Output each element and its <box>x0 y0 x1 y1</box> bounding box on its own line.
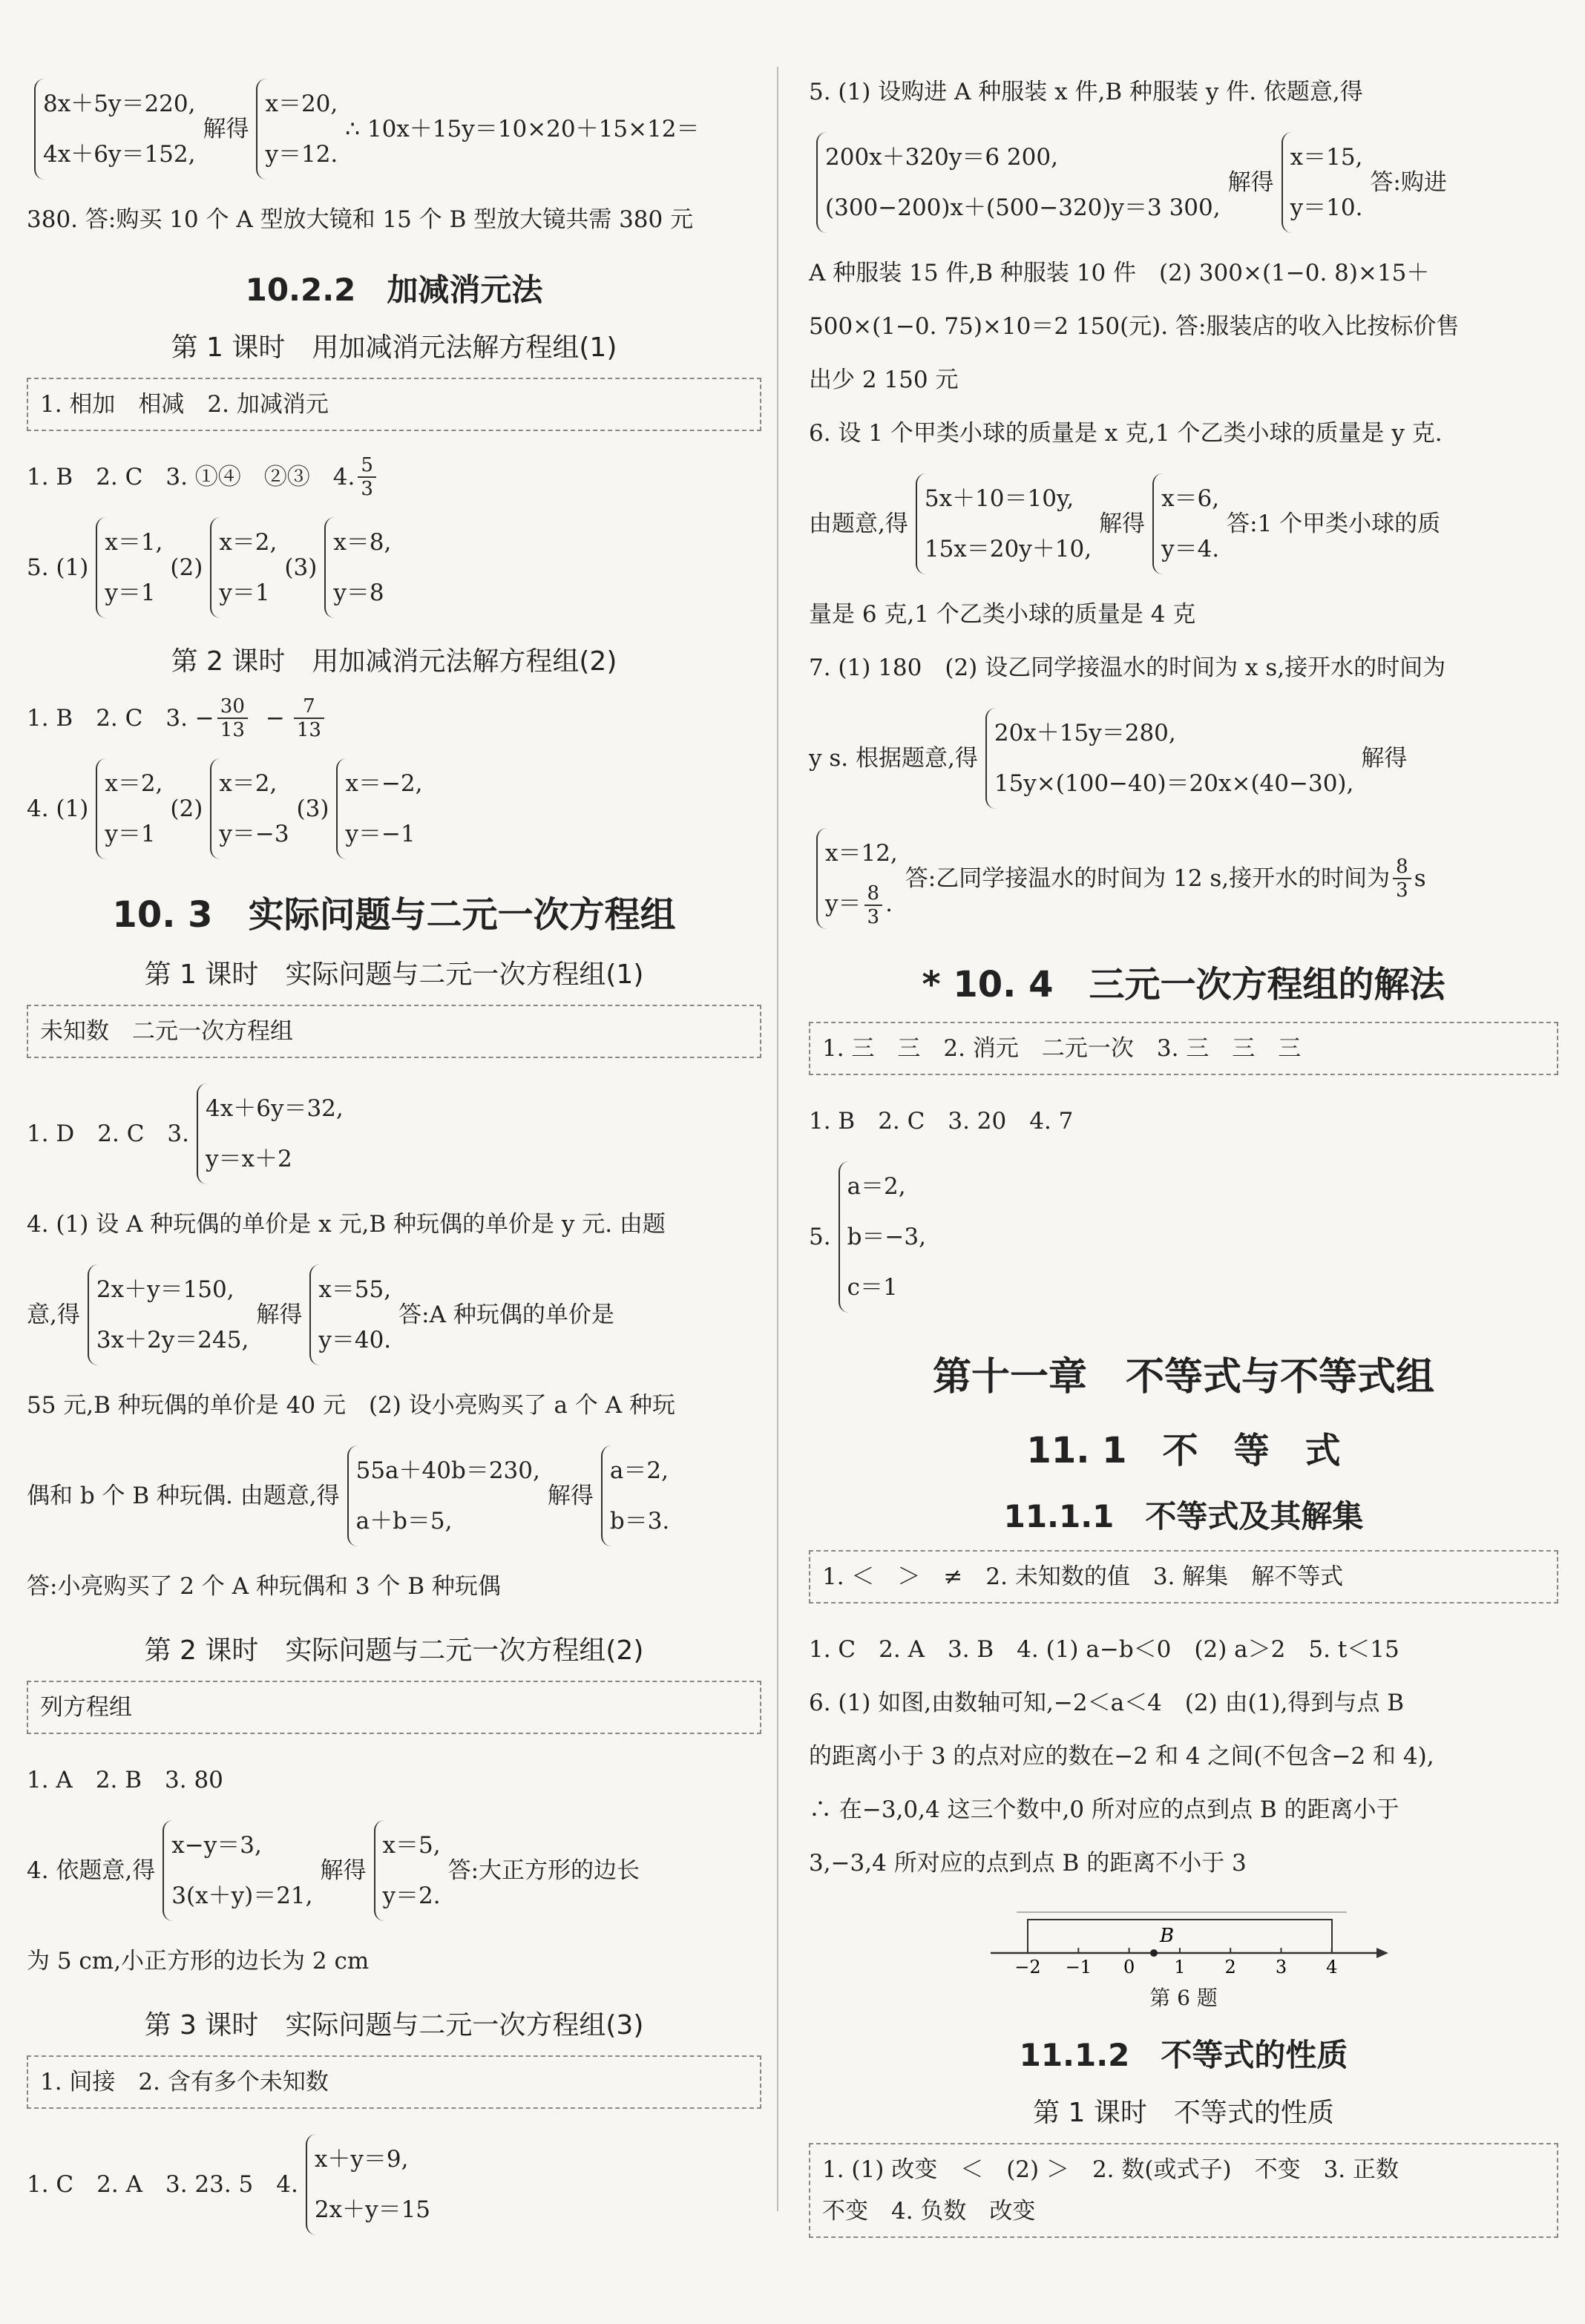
number-line-diagram <box>976 1897 1391 1979</box>
number-line-figure <box>809 1897 1558 2012</box>
equation: y＝1 <box>105 580 156 606</box>
tick-label: 4 <box>1326 1957 1338 1977</box>
denominator: 3 <box>1396 879 1408 902</box>
problem-text: 6. 设 1 个甲类小球的质量是 x 克,1 个乙类小球的质量是 y 克. <box>809 420 1443 447</box>
equation-system <box>306 2134 430 2235</box>
equation: a＝2, <box>609 1457 669 1484</box>
answer-row <box>809 1155 1558 1319</box>
answer-row <box>27 450 761 504</box>
answer-text: ∴ 在−3,0,4 这三个数中,0 所对应的点到点 B 的距离小于 <box>809 1796 1399 1823</box>
answer-text: 380. 答:购买 10 个 A 型放大镜和 15 个 B 型放大镜共需 380 元 <box>27 206 694 233</box>
solve-label: 解得 <box>1227 169 1274 196</box>
solution-system <box>1282 132 1363 233</box>
equation-system <box>197 1083 344 1184</box>
denominator: 3 <box>361 478 373 500</box>
answer-text: 1. B 2. C 3. ①④ ②③ 4. <box>27 464 355 490</box>
fraction <box>358 454 376 500</box>
answer-row <box>27 1077 761 1190</box>
numerator: 8 <box>1393 856 1411 879</box>
tick-label: 0 <box>1123 1957 1135 1977</box>
section-title: * 10. 4 三元一次方程组的解法 <box>922 964 1445 1005</box>
equation: x＝20, <box>265 91 338 117</box>
problem-row <box>27 1814 761 1927</box>
problem-row <box>809 126 1558 239</box>
solution-system <box>324 517 391 618</box>
solve-label: 解得 <box>203 116 249 142</box>
key-points-box: 1. 三 三 2. 消元 二元一次 3. 三 三 三 <box>809 1022 1558 1075</box>
equation: y＝4. <box>1161 536 1220 562</box>
fraction <box>864 882 883 928</box>
solution-system <box>210 758 289 859</box>
question-label: 4. (1) <box>27 795 89 822</box>
equation: 4x＋6y＝152, <box>43 141 196 168</box>
solution-system <box>256 79 338 180</box>
problem-row <box>809 467 1558 580</box>
answer-text: 为 5 cm,小正方形的边长为 2 cm <box>27 1948 370 1975</box>
equation: y＝x＋2 <box>206 1146 292 1172</box>
equation: 200x＋320y＝6 200, <box>825 144 1058 171</box>
equation: x＝−2, <box>345 770 423 797</box>
lesson-title: 第 3 课时 实际问题与二元一次方程组(3) <box>144 2010 644 2041</box>
expression: ∴ 10x＋15y＝10×20＋15×12＝ <box>345 116 700 142</box>
problem-text: 由题意,得 <box>809 511 908 537</box>
answer-row: 1. B 2. C 3. − $\frac{30}{13}$ − $\frac{7}{13}$ <box>27 692 761 745</box>
denominator: 13 <box>220 719 245 741</box>
problem-text: 4. (1) 设 A 种玩偶的单价是 x 元,B 种玩偶的单价是 y 元. 由题 <box>27 1211 666 1238</box>
question-label: 5. (1) <box>27 554 89 581</box>
solve-label: 解得 <box>1099 511 1146 537</box>
answer-text: 500×(1−0. 75)×10＝2 150(元). 答:服装店的收入比按标价售 <box>809 313 1460 340</box>
equation: y＝1 <box>219 580 270 606</box>
equation: 55a＋40b＝230, <box>355 1457 540 1484</box>
solution-system <box>374 1820 441 1921</box>
equation: 20x＋15y＝280, <box>994 720 1176 746</box>
numerator: 5 <box>358 454 376 478</box>
problem-text: 55 元,B 种玩偶的单价是 40 元 (2) 设小亮购买了 a 个 A 种玩 <box>27 1392 675 1419</box>
fraction <box>217 695 248 741</box>
tick-label: 1 <box>1174 1957 1186 1977</box>
answer-text: 答:小亮购买了 2 个 A 种玩偶和 3 个 B 种玩偶 <box>27 1573 501 1600</box>
key-points-box: 1. 间接 2. 含有多个未知数 <box>27 2055 761 2109</box>
tick-label: −2 <box>1014 1957 1041 1977</box>
equation: x＝5, <box>382 1832 441 1859</box>
unit-label: s <box>1414 865 1426 892</box>
equation-text: y＝ <box>825 890 862 917</box>
question-label: (2) <box>170 795 203 822</box>
answer-text: 1. B 2. C 3. 20 4. 7 <box>809 1108 1074 1135</box>
solution-system <box>839 1161 926 1313</box>
equation-system <box>163 1820 312 1921</box>
solution-system <box>96 517 163 618</box>
answer-text: 3,−3,4 所对应的点到点 B 的距离不小于 3 <box>809 1850 1247 1877</box>
tick-label: 3 <box>1275 1957 1287 1977</box>
equation: x＝2, <box>219 770 278 797</box>
equation: a＝2, <box>847 1173 906 1200</box>
solution-system <box>816 828 898 929</box>
question-label: 5. <box>809 1224 831 1250</box>
denominator: 13 <box>296 719 321 741</box>
equation: y＝−1 <box>345 821 416 847</box>
fraction <box>294 695 324 741</box>
equation: y＝10. <box>1290 194 1363 221</box>
solution-system <box>210 517 277 618</box>
lesson-title: 第 1 课时 用加减消元法解方程组(1) <box>171 332 617 363</box>
answer-text: 1. C 2. A 3. B 4. (1) a−b＜0 (2) a＞2 5. t＜15 <box>809 1636 1399 1663</box>
equation: x＋y＝9, <box>314 2146 409 2173</box>
problem-row <box>809 822 1558 935</box>
solution-system <box>309 1264 391 1365</box>
question-label: (3) <box>296 795 329 822</box>
tick-label: 2 <box>1224 1957 1236 1977</box>
answer-row <box>27 511 761 624</box>
answer-text: 6. (1) 如图,由数轴可知,−2＜a＜4 (2) 由(1),得到与点 B <box>809 1690 1404 1716</box>
numerator: 30 <box>217 695 248 719</box>
axis-arrow <box>1376 1948 1388 1958</box>
problem-row <box>809 702 1558 815</box>
equation: 3x＋2y＝245, <box>96 1327 249 1353</box>
equation-system <box>816 132 1221 233</box>
equation: x＝1, <box>105 529 163 556</box>
answer-text: 1. C 2. A 3. 23. 5 4. <box>27 2171 298 2198</box>
equation: b＝−3, <box>847 1224 926 1250</box>
equation: 8x＋5y＝220, <box>43 91 196 117</box>
equation: 15y×(100−40)＝20x×(40−30), <box>994 770 1354 797</box>
equation: x＝15, <box>1290 144 1363 171</box>
answer-text: 出少 2 150 元 <box>809 367 959 393</box>
column-divider <box>777 67 778 2211</box>
numerator: 7 <box>294 695 324 719</box>
answer-text: 1. D 2. C 3. <box>27 1120 190 1147</box>
equation: x＝6, <box>1161 485 1220 512</box>
lesson-title: 第 1 课时 实际问题与二元一次方程组(1) <box>144 959 644 990</box>
numerator: 8 <box>864 882 883 906</box>
key-points-box: 1. ＜ ＞ ≠ 2. 未知数的值 3. 解集 解不等式 <box>809 1550 1558 1604</box>
chapter-title: 第十一章 不等式与不等式组 <box>932 1355 1434 1399</box>
key-points-line: 1. (1) 改变 ＜ (2) ＞ 2. 数(或式子) 不变 3. 正数 <box>822 2156 1399 2183</box>
equation: y＝12. <box>265 141 338 168</box>
problem-text: 7. (1) 180 (2) 设乙同学接温水的时间为 x s,接开水的时间为 <box>809 654 1446 681</box>
problem-text: 4. 依题意,得 <box>27 1857 156 1884</box>
equation: 5x＋10＝10y, <box>924 485 1074 512</box>
point-b-label: B <box>1160 1925 1175 1947</box>
solution-system <box>96 758 163 859</box>
problem-text: y s. 根据题意,得 <box>809 745 978 772</box>
tick-label: −1 <box>1065 1957 1092 1977</box>
solve-label: 解得 <box>547 1483 594 1509</box>
right-column <box>809 65 1558 2257</box>
answer-text: 1. A 2. B 3. 80 <box>27 1767 223 1793</box>
answer-text: 答:购进 <box>1370 169 1447 196</box>
point-b-dot <box>1150 1949 1158 1957</box>
problem-row <box>27 1440 761 1552</box>
equation: y＝8 <box>333 580 384 606</box>
equation: 15x＝20y＋10, <box>924 536 1092 562</box>
equation: x＝2, <box>105 770 163 797</box>
equation: y＝ $\frac{8}{3}$ . <box>825 882 893 928</box>
solve-label: 解得 <box>320 1857 367 1884</box>
key-points-box: 列方程组 <box>27 1681 761 1734</box>
key-points-box: 1. 相加 相减 2. 加减消元 <box>27 378 761 431</box>
answer-text: 1. B 2. C 3. − <box>27 705 214 732</box>
problem-text: 意,得 <box>27 1301 80 1328</box>
key-points-box <box>809 2143 1558 2238</box>
equation: 2x＋y＝15 <box>314 2196 431 2223</box>
solution-system <box>601 1445 669 1546</box>
equation-system <box>88 1264 249 1365</box>
solution-system <box>336 758 422 859</box>
problem-text: 偶和 b 个 B 种玩偶. 由题意,得 <box>27 1483 340 1509</box>
key-points-line: 不变 4. 负数 改变 <box>822 2198 1036 2225</box>
left-column <box>27 65 761 2248</box>
solve-label: 解得 <box>256 1301 303 1328</box>
answer-text: A 种服装 15 件,B 种服装 10 件 (2) 300×(1−0. 8)×15＋ <box>809 260 1430 286</box>
top-system-row <box>27 73 761 186</box>
key-points-box: 未知数 二元一次方程组 <box>27 1005 761 1058</box>
answer-text: 答:1 个甲类小球的质 <box>1227 511 1441 537</box>
answer-text: 答:大正方形的边长 <box>447 1857 640 1884</box>
section-title: 11. 1 不 等 式 <box>1026 1430 1341 1471</box>
fraction <box>1393 856 1411 902</box>
section-title: 10.2.2 加减消元法 <box>245 272 543 308</box>
subsection-title: 11.1.1 不等式及其解集 <box>1003 1498 1364 1534</box>
solve-label: 解得 <box>1361 745 1408 772</box>
equation: 2x＋y＝150, <box>96 1276 234 1303</box>
question-label: (3) <box>284 554 318 581</box>
equation-system <box>916 473 1092 574</box>
section-title: 10. 3 实际问题与二元一次方程组 <box>112 894 676 936</box>
equation: y＝40. <box>318 1327 392 1353</box>
lesson-title: 第 2 课时 实际问题与二元一次方程组(2) <box>144 1635 644 1666</box>
equation-system <box>347 1445 540 1546</box>
answer-text: 量是 6 克,1 个乙类小球的质量是 4 克 <box>809 601 1196 628</box>
subsection-title: 11.1.2 不等式的性质 <box>1019 2037 1348 2073</box>
answer-row <box>27 752 761 865</box>
equation-system <box>985 708 1354 809</box>
equation: x＝55, <box>318 1276 392 1303</box>
problem-text: 5. (1) 设购进 A 种服装 x 件,B 种服装 y 件. 依题意,得 <box>809 79 1363 105</box>
answer-row <box>27 2128 761 2241</box>
equation: a＋b＝5, <box>355 1508 453 1534</box>
equation: c＝1 <box>847 1274 898 1301</box>
equation: b＝3. <box>609 1508 670 1534</box>
lesson-title: 第 1 课时 不等式的性质 <box>1033 2098 1334 2128</box>
equation: x＝2, <box>219 529 278 556</box>
equation: x−y＝3, <box>171 1832 262 1859</box>
answer-text: 答:A 种玩偶的单价是 <box>398 1301 614 1328</box>
equation: x＝8, <box>333 529 392 556</box>
equation: (300−200)x＋(500−320)y＝3 300, <box>825 194 1221 221</box>
question-label: (2) <box>170 554 203 581</box>
equation: 4x＋6y＝32, <box>206 1095 344 1122</box>
answer-text: 的距离小于 3 的点对应的数在−2 和 4 之间(不包含−2 和 4), <box>809 1743 1434 1770</box>
solution-system <box>1152 473 1219 574</box>
denominator: 3 <box>867 905 880 928</box>
equation-system <box>34 79 195 180</box>
lesson-title: 第 2 课时 用加减消元法解方程组(2) <box>171 646 617 677</box>
equation: y＝1 <box>105 821 156 847</box>
answer-text: 答:乙同学接温水的时间为 12 s,接开水的时间为 <box>905 865 1391 892</box>
equation: 3(x＋y)＝21, <box>171 1882 313 1909</box>
equation: y＝−3 <box>219 821 289 847</box>
equation: x＝12, <box>825 840 898 867</box>
figure-caption: 第 6 题 <box>1149 1986 1218 2010</box>
problem-row <box>27 1258 761 1371</box>
equation: y＝2. <box>382 1882 441 1909</box>
